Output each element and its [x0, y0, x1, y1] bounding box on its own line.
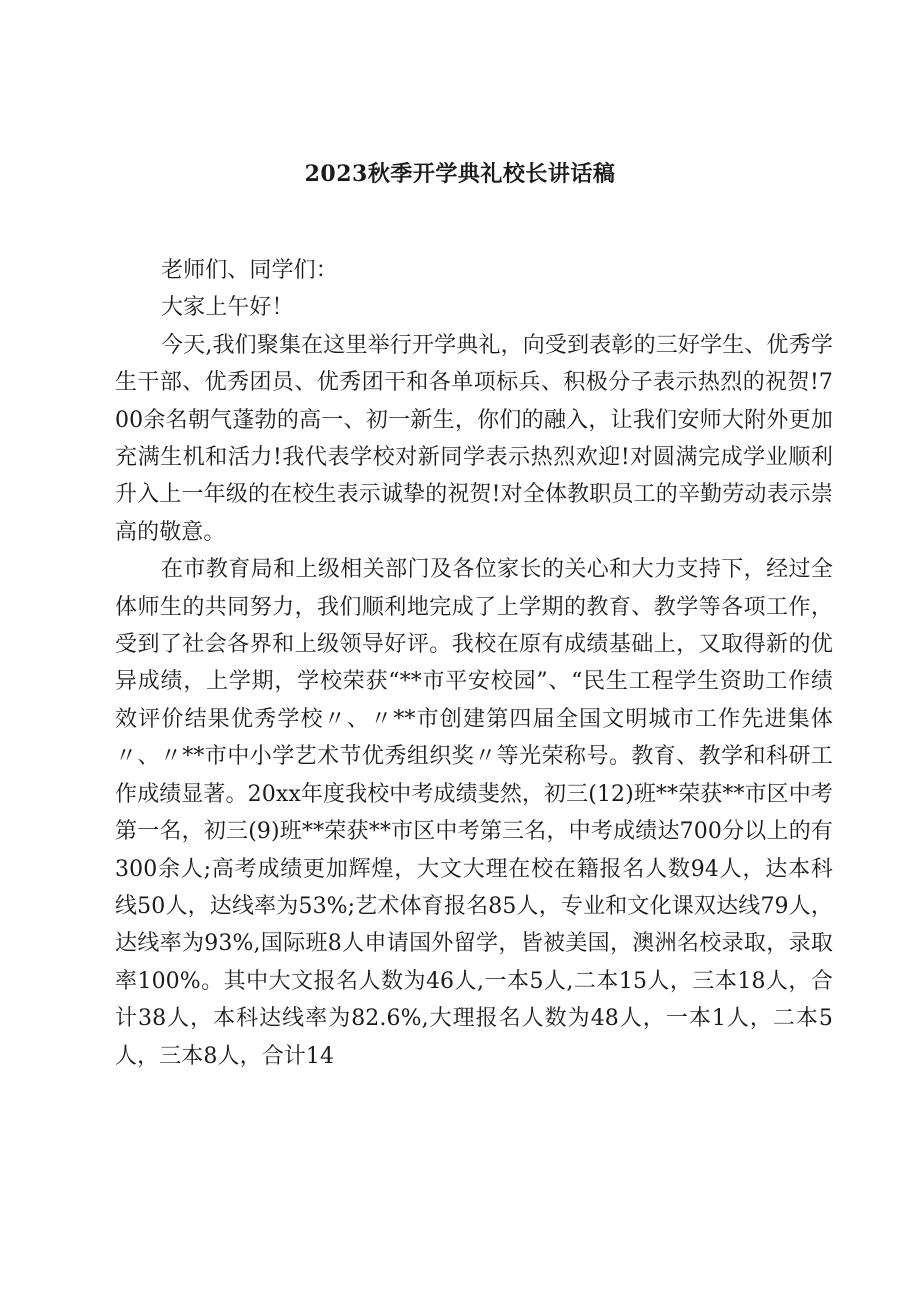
document-title: 2023秋季开学典礼校长讲话稿 — [304, 161, 616, 187]
paragraph-opening: 今天,我们聚集在这里举行开学典礼，向受到表彰的三好学生、优秀学生干部、优秀团员、优秀团干和各单项标兵、积极分子表示热烈的祝贺!700余名朝气蓬勃的高一、初一新生，你们的融入，让我们安师大附外更加充满生机和活力!我代表学校对新同学表示热烈欢迎!对圆满完成学业顺利升入上一年级的在校生表示诚挚的祝贺!对全体教职员工的辛勤劳动表示崇高的敬意。 — [115, 332, 833, 545]
paragraph-achievements: 在市教育局和上级相关部门及各位家长的关心和大力支持下，经过全体师生的共同努力，我们顺利地完成了上学期的教育、教学等各项工作，受到了社会各界和上级领导好评。我校在原有成绩基础上，又取得新的优异成绩，上学期，学校荣获“**市平安校园”、“民生工程学生资助工作绩效评价结果优秀学校〃、〃**市创建第四届全国文明城市工作先进集体〃、〃**市中小学艺术节优秀组织奖〃等光荣称号。教育、教学和科研工作成绩显著。20xx年度我校中考成绩斐然，初三(12)班**荣获**市区中考第一名，初三(9)班**荣获**市区中考第三名，中考成绩达700分以上的有300余人;高考成绩更加辉煌，大文大理在校在籍报名人数94人，达本科线50人，达线率为53%;艺术体育报名85人，专业和文化课双达线79人，达线率为93%,国际班8人申请国外留学，皆被美国，澳洲名校录取，录取率100%。其中大文报名人数为46人,一本5人,二本15人，三本18人，合计38人，本科达线率为82.6%,大理报名人数为48人，一本1人，二本5人，三本8人，合计14 — [115, 557, 833, 1069]
salutation: 老师们、同学们： — [161, 258, 338, 283]
document-body — [115, 252, 833, 1075]
greeting: 大家上午好！ — [161, 295, 294, 321]
